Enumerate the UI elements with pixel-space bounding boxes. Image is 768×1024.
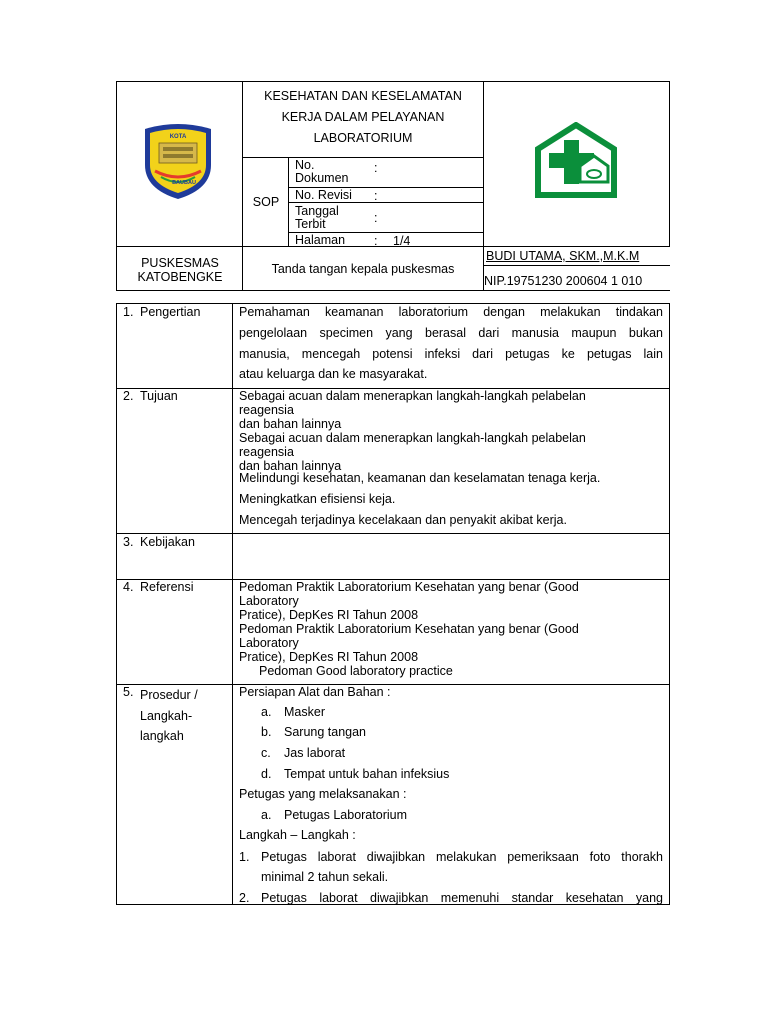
puskesmas-logo [534,122,618,198]
revision-colon: : [374,189,378,203]
step-line: minimal 2 tahun sekali. [261,870,389,884]
date-colon: : [374,211,378,225]
prep-title: Persiapan Alat dan Bahan : [239,685,391,699]
definition-line: atau keluarga dan ke masyarakat. [239,367,428,381]
list-marker: a. [261,705,272,719]
sop-label: SOP [252,195,280,209]
signer-name: BUDI UTAMA, SKM.,M.K.M [486,249,640,263]
doc-no-colon: : [374,161,378,175]
section-2-number: 2. [123,389,134,403]
objective-line: Mencegah terjadinya kecelakaan dan penyakit akibat kerja. [239,513,567,527]
org-name: PUSKESMAS KATOBENGKE [137,256,223,284]
section-4-number: 4. [123,580,134,594]
section-4-label: Referensi [140,580,194,594]
section-3-number: 3. [123,535,134,549]
staff-title: Petugas yang melaksanakan : [239,787,407,801]
section-5-number: 5. [123,685,134,699]
objective-line: Meningkatkan efisiensi keja. [239,492,396,506]
list-item: Petugas Laboratorium [284,808,407,822]
revision-label: No. Revisi [295,188,352,202]
list-marker: d. [261,767,272,781]
objective-block: Sebagai acuan dalam menerapkan langkah-langkah pelabelan reagensia dan bahan lainnya Sebagai acuan dalam menerapkan langkah-langkah pelabelan reagensia dan bahan lainnya [239,389,586,473]
objective-line: Melindungi kesehatan, keamanan dan keselamatan tenaga kerja. [239,471,601,485]
doc-no-label: No. Dokumen [295,158,349,185]
list-marker: b. [261,725,272,739]
step-line: Petugas laborat diwajibkan melakukan pemeriksaan foto thorakh [261,850,663,864]
list-marker: c. [261,746,271,760]
definition-line: pengelolaan specimen yang berasal dari manusia maupun bukan [239,326,663,340]
steps-title: Langkah – Langkah : [239,828,356,842]
section-2-label: Tujuan [140,389,178,403]
section-5-label: Prosedur / Langkah- langkah [140,688,198,743]
list-item: Jas laborat [284,746,346,760]
list-marker: a. [261,808,272,822]
reference-block: Pedoman Praktik Laboratorium Kesehatan yang benar (Good Laboratory Pratice), DepKes RI Tahun 2008 Pedoman Praktik Laboratorium Kesehatan yang benar (Good Laboratory Pratice), DepKes RI Tahun 2008 Pedoman Good laboratory practice [239,580,579,678]
list-item: Masker [284,705,325,719]
definition-line: manusia, mencegah potensi infeksi dari petugas ke petugas lain [239,347,663,361]
svg-text:KOTA: KOTA [169,134,187,140]
svg-text:BAUBAU: BAUBAU [172,180,196,186]
signer-nip: NIP.19751230 200604 1 010 [484,274,643,288]
sop-title: KESEHATAN DAN KESELAMATAN KERJA DALAM PELAYANAN LABORATORIUM [264,89,462,145]
list-item: Tempat untuk bahan infeksius [284,767,450,781]
section-3-label: Kebijakan [140,535,195,549]
signature-label: Tanda tangan kepala puskesmas [271,262,455,276]
section-1-number: 1. [123,305,134,319]
step-line: Petugas laborat diwajibkan memenuhi standar kesehatan yang [261,891,663,905]
page-colon: : [374,234,378,248]
step-marker: 2. [239,891,250,905]
page-value: 1/4 [393,234,411,248]
list-item: Sarung tangan [284,725,367,739]
step-marker: 1. [239,850,250,864]
page-label: Halaman [295,233,346,247]
kota-baubau-logo [141,121,215,201]
definition-line: Pemahaman keamanan laboratorium dengan melakukan tindakan [239,305,663,319]
section-1-label: Pengertian [140,305,201,319]
date-label: Tanggal Terbit [295,204,339,231]
